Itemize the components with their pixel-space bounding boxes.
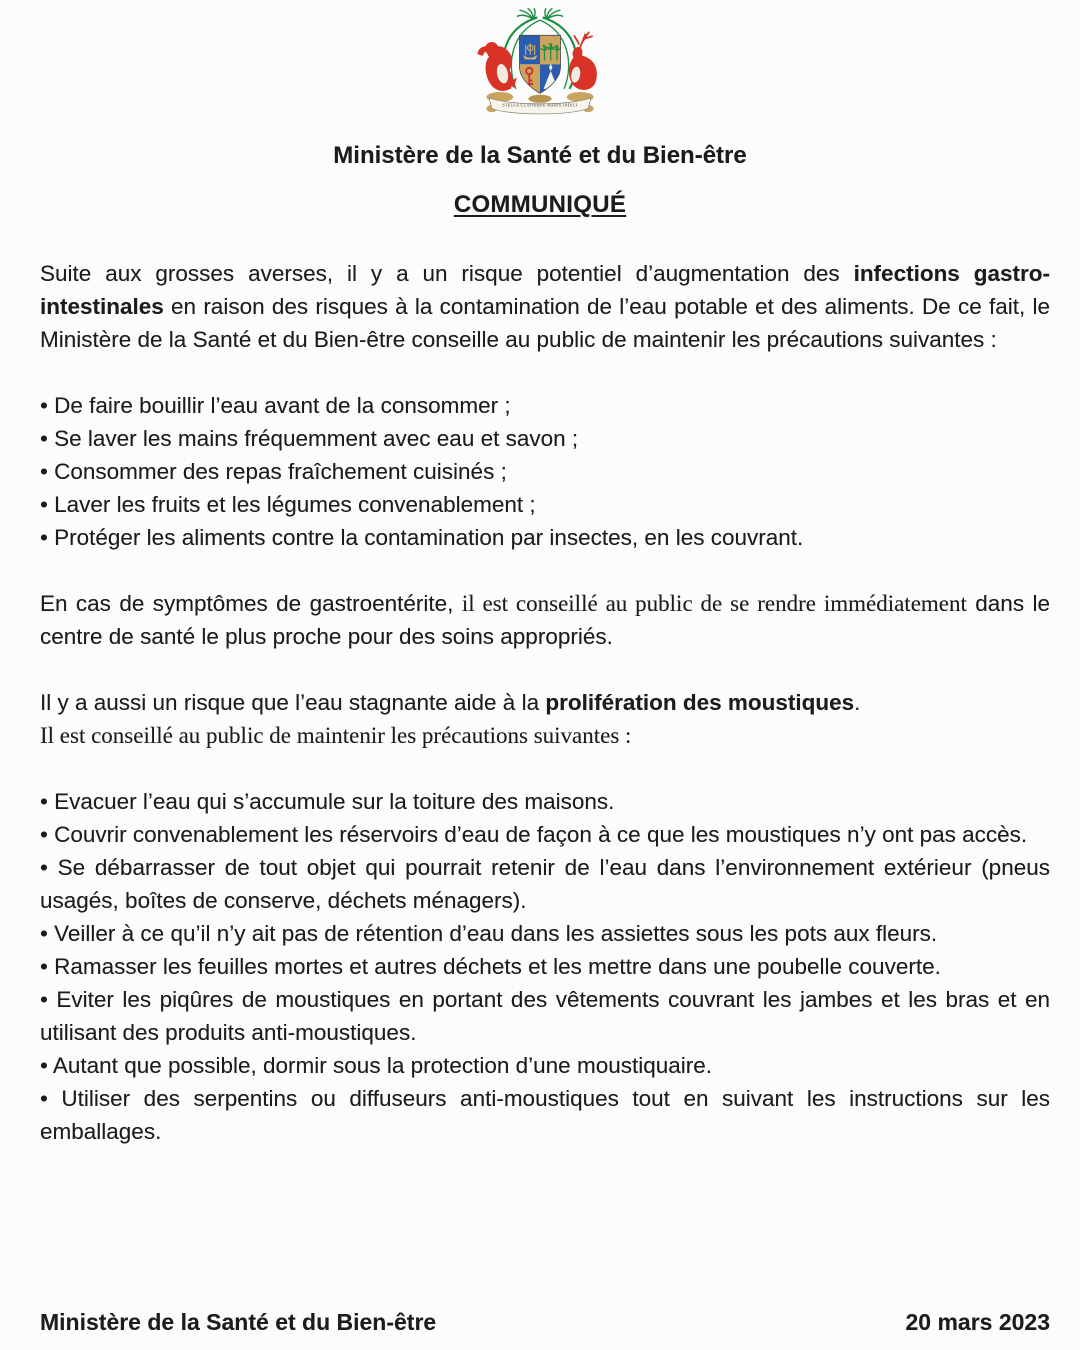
- list-item: • Protéger les aliments contre la contamination par insectes, en les couvrant.: [40, 525, 804, 550]
- list-item: • Ramasser les feuilles mortes et autres déchets et les mettre dans une poubelle couverte.: [40, 954, 941, 979]
- dodo-supporter: [477, 42, 516, 91]
- mosquito-text-1: Il y a aussi un risque que l’eau stagnante aide à la: [40, 690, 546, 715]
- list-item: • Laver les fruits et les légumes convenablement ;: [40, 492, 536, 517]
- list-item: • Se débarrasser de tout objet qui pourrait retenir de l’eau dans l’environnement extérieur (pneus usagés, boîtes de conserve, déchets ménagers).: [40, 855, 1050, 913]
- mosquito-advice-line: Il est conseillé au public de maintenir les précautions suivantes :: [40, 723, 632, 748]
- intro-bold-text: infections gastro-intestinales: [40, 261, 1050, 319]
- motto-text: STELLA CLAVISQUE MARIS INDICI: [502, 103, 578, 108]
- list-item: • Couvrir convenablement les réservoirs d’eau de façon à ce que les moustiques n’y ont pas accès.: [40, 822, 1028, 847]
- mosquito-risk-line: [40, 686, 1050, 719]
- mosquito-bold-text: prolifération des moustiques: [545, 690, 855, 715]
- hygiene-precautions-list: [40, 389, 1050, 554]
- shield: [519, 35, 562, 94]
- footer-ministry: Ministère de la Santé et du Bien-être: [40, 1309, 437, 1335]
- mauritius-coat-of-arms-icon: [473, 8, 607, 118]
- document-footer: [40, 1308, 1050, 1336]
- communique-heading: COMMUNIQUÉ: [453, 191, 627, 218]
- mosquito-precautions-list: [40, 785, 1050, 1148]
- mosquito-text-2: .: [854, 690, 861, 715]
- deer-supporter: [569, 32, 597, 90]
- list-item: • Consommer des repas fraîchement cuisinés ;: [40, 459, 507, 484]
- intro-text-1: Suite aux grosses averses, il y a un risque potentiel d’augmentation des: [40, 261, 854, 286]
- intro-paragraph: [40, 257, 1050, 356]
- list-item: • Utiliser des serpentins ou diffuseurs anti-moustiques tout en suivant les instructions sur les emballages.: [40, 1086, 1050, 1144]
- gastro-text-1: En cas de symptômes de gastroentérite,: [40, 591, 462, 616]
- list-item: • Autant que possible, dormir sous la protection d’une moustiquaire.: [40, 1053, 713, 1078]
- mosquito-risk-paragraph: [40, 686, 1050, 752]
- ministry-heading: Ministère de la Santé et du Bien-être: [333, 142, 747, 169]
- gastro-advice-paragraph: [40, 587, 1050, 653]
- footer-date: 20 mars 2023: [905, 1309, 1050, 1335]
- intro-text-2: en raison des risques à la contamination de l’eau potable et des aliments. De ce fait, le Ministère de la Santé et du Bien-être conseille au public de maintenir les précautions suivantes :: [40, 294, 1050, 352]
- list-item: • Veiller à ce qu’il n’y ait pas de rétention d’eau dans les assiettes sous les pots aux fleurs.: [40, 921, 938, 946]
- document-body: [0, 257, 1080, 1148]
- list-item: • De faire bouillir l’eau avant de la consommer ;: [40, 393, 511, 418]
- list-item: • Se laver les mains fréquemment avec eau et savon ;: [40, 426, 579, 451]
- gastro-text-2: dans le centre de santé le plus proche pour des soins appropriés.: [40, 591, 1050, 649]
- list-item: • Eviter les piqûres de moustiques en portant des vêtements couvrant les jambes et les bras et en utilisant des produits anti-moustiques.: [40, 987, 1050, 1045]
- list-item: • Evacuer l’eau qui s’accumule sur la toiture des maisons.: [40, 789, 615, 814]
- gastro-serif-text: il est conseillé au public de se rendre immédiatement: [461, 591, 967, 616]
